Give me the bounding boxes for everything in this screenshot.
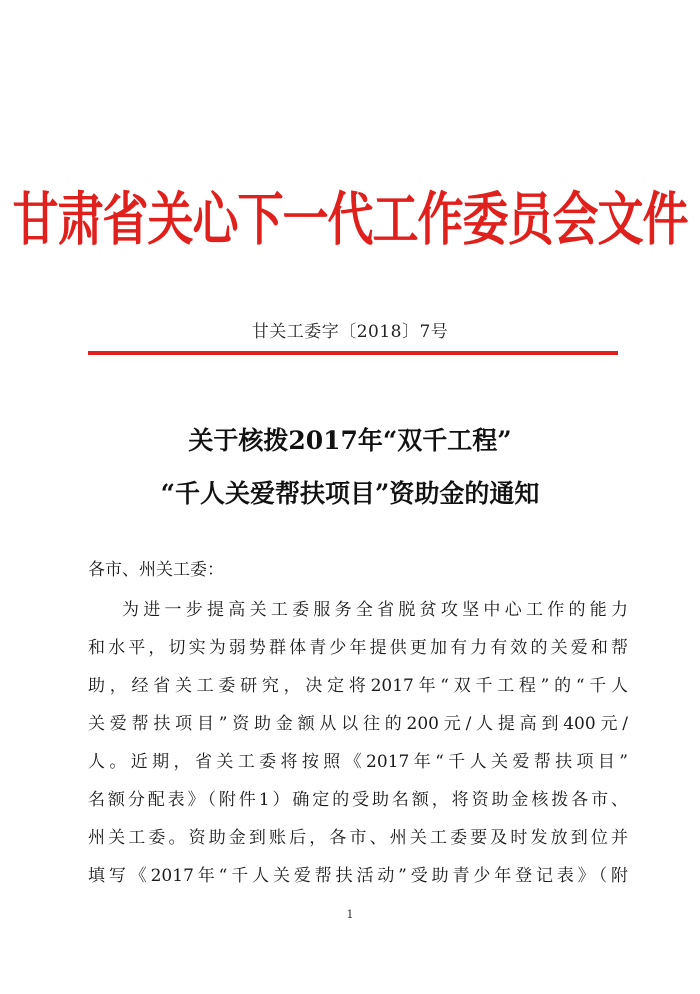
body-line: 名额分配表》（附件1）确定的受助名额，将资助金核拨各市、 bbox=[88, 790, 628, 810]
body-line: 人。近期，省关工委将按照《2017年“千人关爱帮扶项目” bbox=[88, 752, 628, 772]
salutation: 各市、州关工委： bbox=[88, 560, 224, 580]
body-line: 州关工委。资助金到账后，各市、州关工委要及时发放到位并 bbox=[88, 828, 628, 848]
body-line: 填写《2017年“千人关爱帮扶活动”受助青少年登记表》（附 bbox=[88, 866, 628, 886]
red-divider bbox=[88, 351, 618, 355]
body-line: 助，经省关工委研究，决定将2017年“双千工程”的“千人 bbox=[88, 676, 628, 696]
page-number: 1 bbox=[346, 908, 354, 921]
body-line: 关爱帮扶项目”资助金额从以往的200元/人提高到400元/ bbox=[88, 714, 628, 734]
body-line: 和水平，切实为弱势群体青少年提供更加有力有效的关爱和帮 bbox=[88, 638, 628, 658]
document-header-title: 甘肃省关心下一代工作委员会文件 bbox=[12, 185, 688, 253]
notice-title-line-2: “千人关爱帮扶项目”资助金的通知 bbox=[160, 479, 540, 508]
notice-title-line-1: 关于核拨2017年“双千工程” bbox=[188, 426, 512, 455]
document-number: 甘关工委字〔2018〕7号 bbox=[251, 322, 449, 342]
body-line: 为进一步提高关工委服务全省脱贫攻坚中心工作的能力 bbox=[122, 600, 628, 620]
